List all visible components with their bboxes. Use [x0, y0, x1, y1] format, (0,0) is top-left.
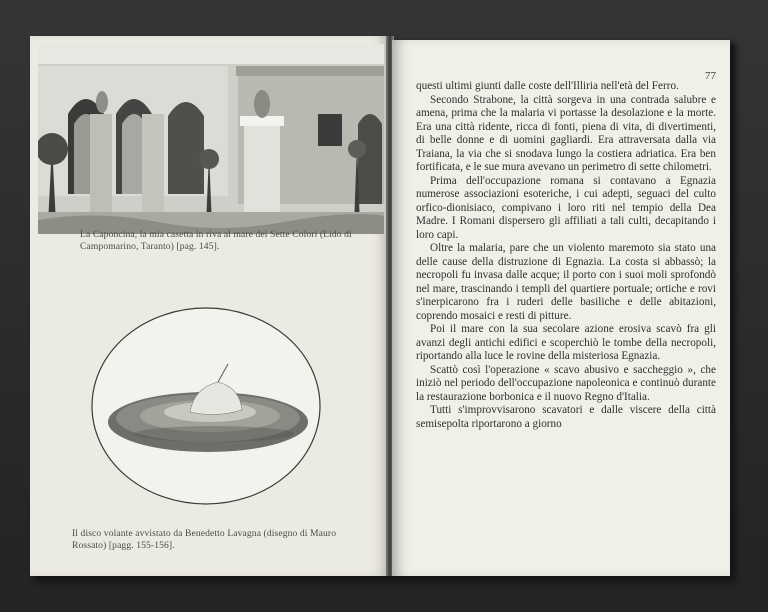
- paragraph: Secondo Strabone, la città sorgeva in una contrada salubre e amena, prima che la malaria vi portasse la desolazione e la morte. Era una città ridente, ricca di fonti, piena di vita, di divertimenti, di belle donne e di uomini gagliardi. Era attraversata dalla via Traiana, la via che si snodava lungo la costiera adriatica. Era ben fortificata, e le sue mura avevano un perimetro di sette chilometri.: [416, 93, 716, 173]
- left-page: [30, 36, 388, 576]
- body-text: [416, 80, 716, 431]
- drawing-caption: Il disco volante avvistato da Benedetto Lavagna (disegno di Mauro Rossato) [pagg. 155-156].: [72, 528, 337, 551]
- paragraph: questi ultimi giunti dalle coste dell'Illiria nell'età del Ferro.: [416, 80, 679, 92]
- villa-photo: [38, 44, 384, 234]
- page-number: 77: [705, 70, 716, 82]
- villa-photo-illustration: [38, 44, 384, 234]
- paragraph: Oltre la malaria, pare che un violento maremoto sia stato una delle cause della distruzione di Egnazia. La costa si abbassò; la necropoli fu invasa dalle acque; il porto con i suoi moli sprofondò nel mare, trascinando i templi del quartiere portuale; ortiche e rovi s'inerpicarono fra i ruderi delle basiliche e delle abitazioni, coprendo mosaici e resti di pitture.: [416, 242, 716, 322]
- paragraph: Scattò così l'operazione « scavo abusivo e saccheggio », che iniziò nel periodo dell'occupazione napoleonica e continuò durante la restaurazione borbonica e il nuovo Regno d'Italia.: [416, 363, 716, 403]
- right-page: [392, 40, 730, 576]
- paragraph: Poi il mare con la sua secolare azione erosiva scavò fra gli avanzi degli antichi edifici e scoperchiò le tombe della necropoli, riportando alla luce le rovine della misteriosa Egnazia.: [416, 323, 716, 362]
- paragraph: Prima dell'occupazione romana si contavano a Egnazia numerose associazioni esoteriche, i cui adepti, seguaci del culto orfico-dionisiaco, compivano i loro riti nel tempio della Dea Madre. I Romani dispersero gli affiliati a tali culti, decapitando i loro capi.: [416, 174, 716, 241]
- photo-caption: La Caponcina, la mia casetta in riva al mare dei Sette Colori (Lido di Campomarino, Taranto) [pag. 145].: [80, 229, 352, 252]
- paragraph: Tutti s'improvvisarono scavatori e dalle viscere della città semisepolta riportarono a giorno: [416, 404, 716, 430]
- flying-saucer-drawing: [90, 306, 322, 506]
- ufo-drawing: [90, 306, 322, 506]
